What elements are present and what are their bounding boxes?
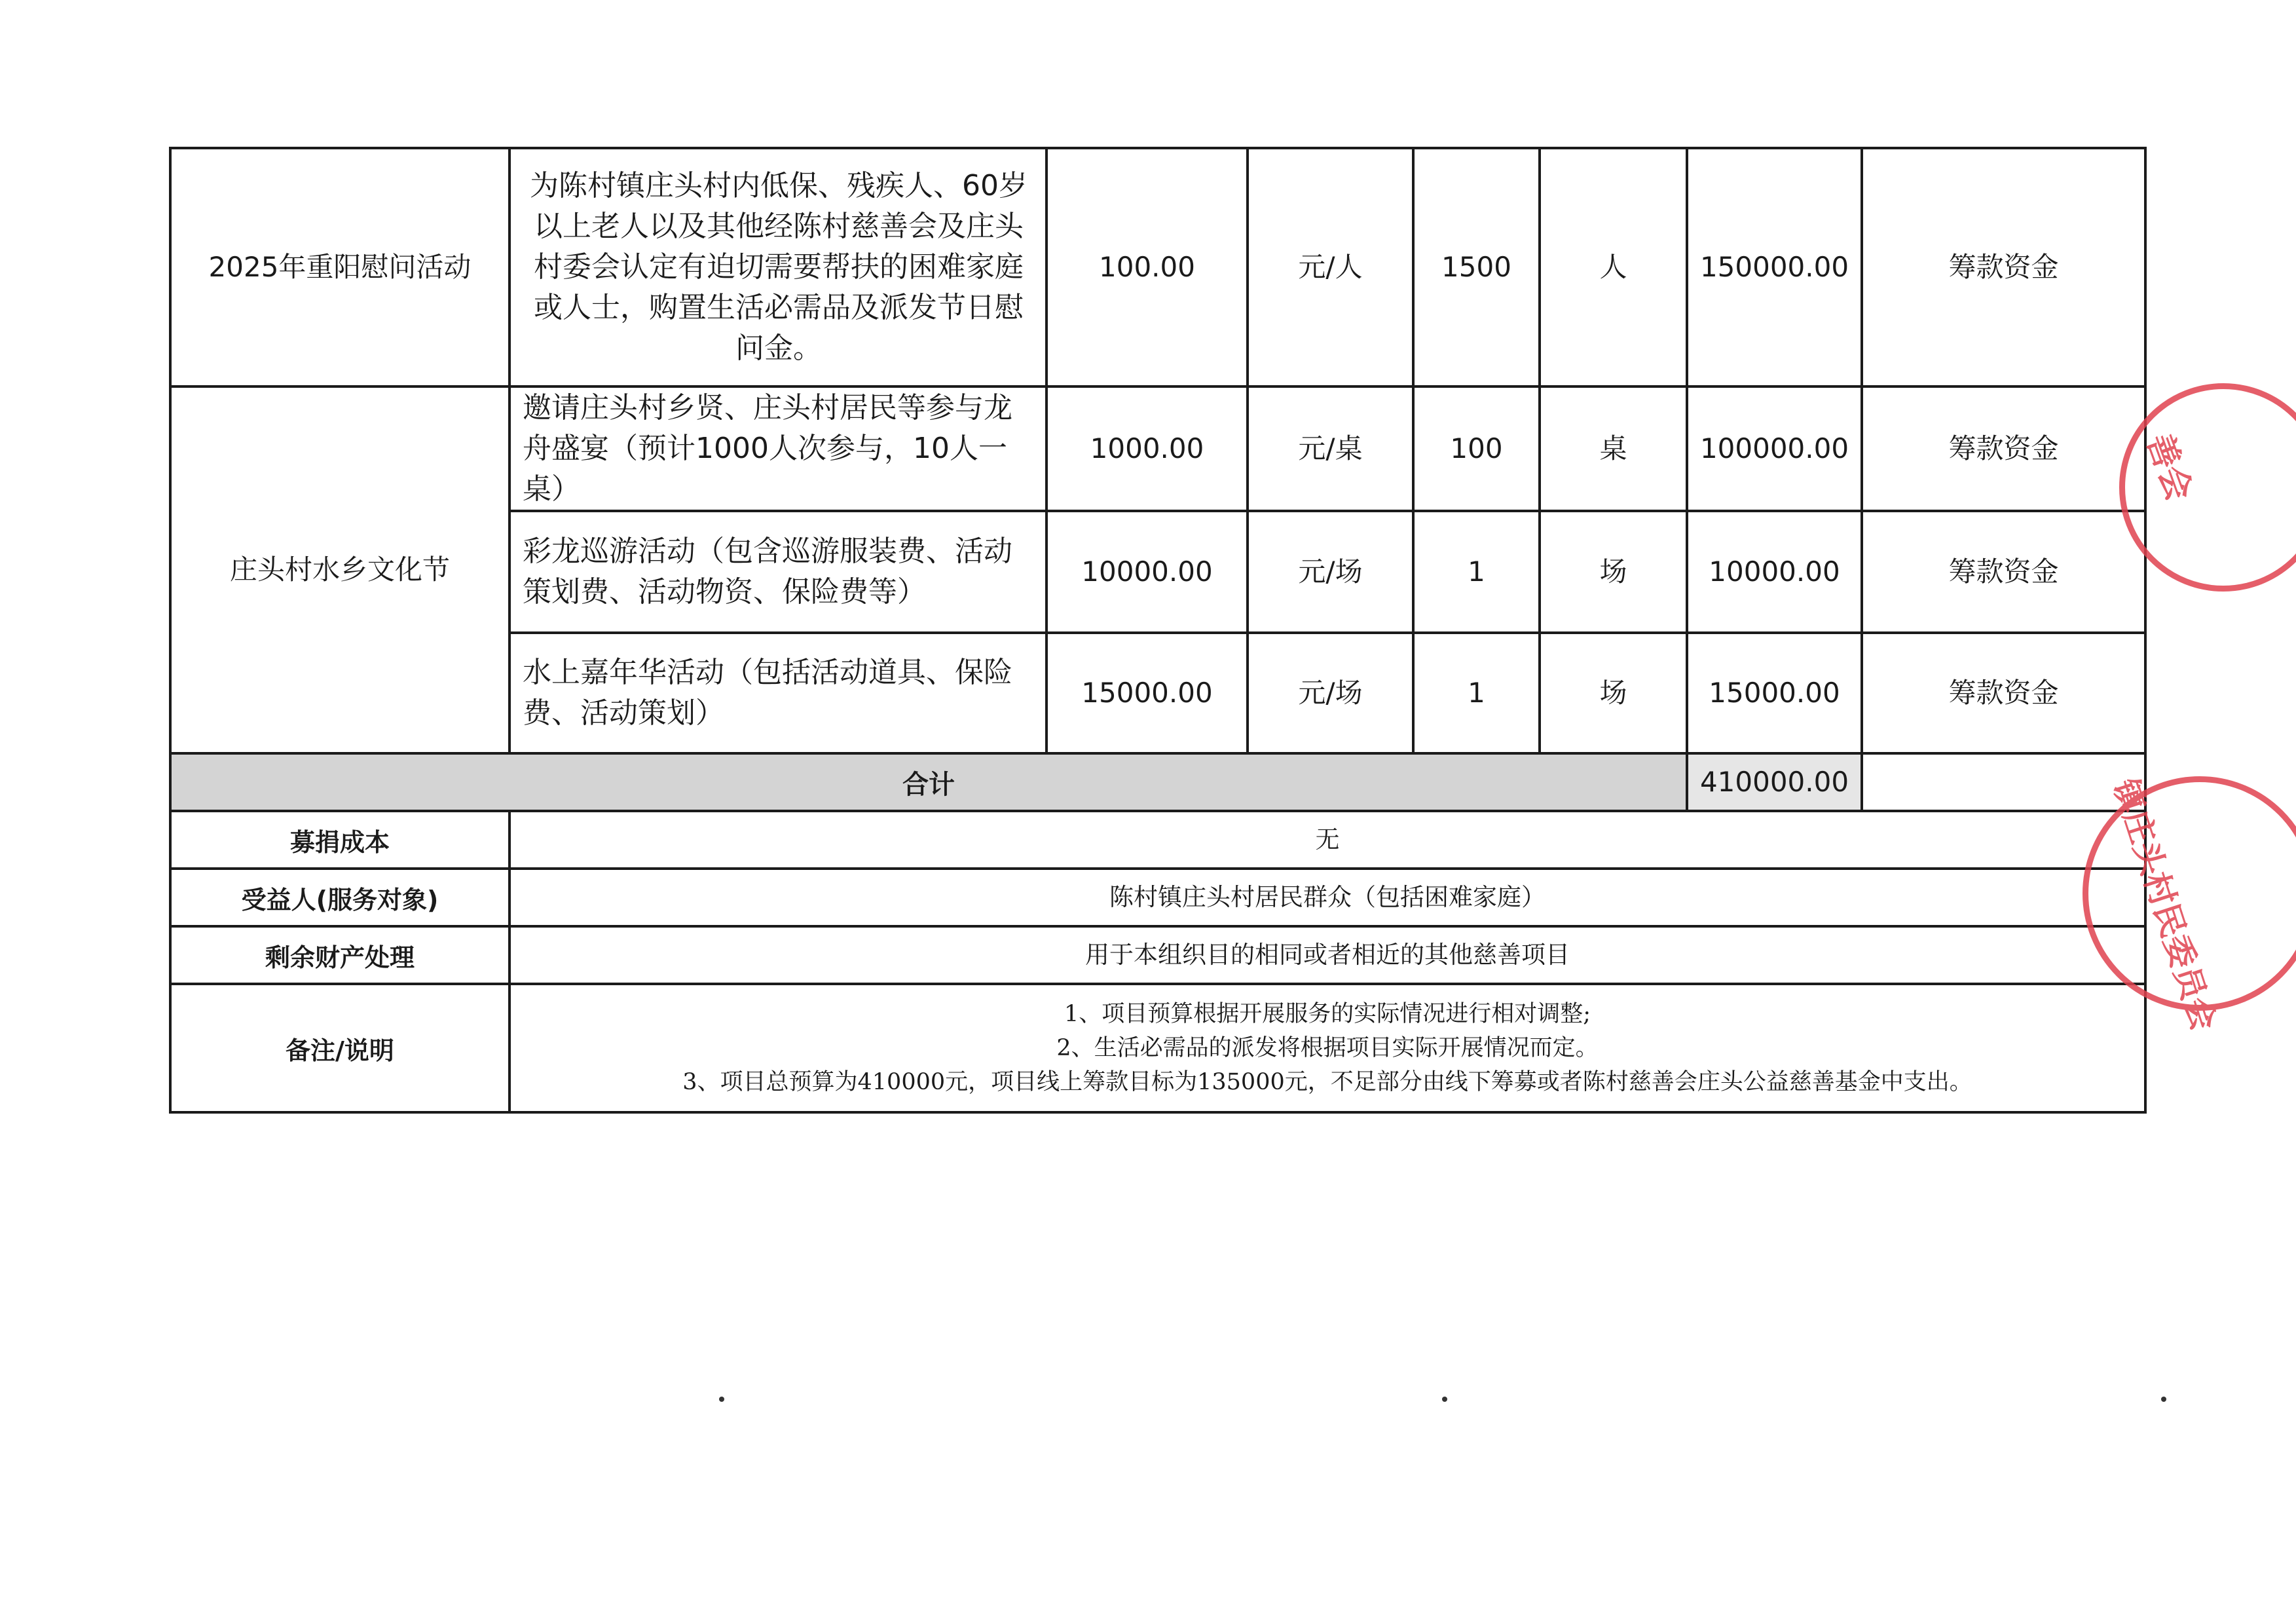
fund-source: 筹款资金 — [1862, 148, 2145, 386]
note-line: 2、生活必需品的派发将根据项目实际开展情况而定。 — [1056, 1035, 1599, 1061]
amount: 10000.00 — [1687, 511, 1862, 633]
quantity-unit: 场 — [1540, 633, 1687, 753]
seal-text: 镇庄头村民委员会 — [2105, 774, 2224, 1036]
unit-price: 1000.00 — [1046, 386, 1248, 511]
activity-description: 邀请庄头村乡贤、庄头村居民等参与龙舟盛宴（预计1000人次参与，10人一桌） — [509, 386, 1046, 511]
info-label: 募捐成本 — [170, 811, 509, 869]
table-row — [170, 148, 2145, 386]
quantity: 1 — [1413, 511, 1540, 633]
activity-description: 水上嘉年华活动（包括活动道具、保险费、活动策划） — [509, 633, 1046, 753]
price-unit: 元/场 — [1248, 511, 1413, 633]
scan-speck — [719, 1397, 724, 1402]
activity-description: 彩龙巡游活动（包含巡游服装费、活动策划费、活动物资、保险费等） — [509, 511, 1046, 633]
info-label: 受益人(服务对象) — [170, 869, 509, 926]
unit-price: 15000.00 — [1046, 633, 1248, 753]
quantity-unit: 场 — [1540, 511, 1687, 633]
notes-label: 备注/说明 — [170, 984, 509, 1112]
quantity: 1500 — [1413, 148, 1540, 386]
note-line: 1、项目预算根据开展服务的实际情况进行相对调整; — [1064, 1001, 1591, 1027]
notes-row — [170, 984, 2145, 1112]
total-label: 合计 — [170, 753, 1687, 811]
scan-speck — [2161, 1397, 2166, 1402]
fund-source: 筹款资金 — [1862, 511, 2145, 633]
unit-price: 100.00 — [1046, 148, 1248, 386]
info-value: 陈村镇庄头村居民群众（包括困难家庭） — [509, 869, 2145, 926]
price-unit: 元/桌 — [1248, 386, 1413, 511]
amount: 100000.00 — [1687, 386, 1862, 511]
price-unit: 元/场 — [1248, 633, 1413, 753]
unit-price: 10000.00 — [1046, 511, 1248, 633]
fund-source: 筹款资金 — [1862, 633, 2145, 753]
info-row — [170, 926, 2145, 984]
notes-content — [509, 984, 2145, 1112]
activity-description: 为陈村镇庄头村内低保、残疾人、60岁以上老人以及其他经陈村慈善会及庄头村委会认定有迫切需要帮扶的困难家庭或人士，购置生活必需品及派发节日慰问金。 — [509, 148, 1046, 386]
total-amount: 410000.00 — [1687, 753, 1862, 811]
table-row — [170, 386, 2145, 511]
fund-source: 筹款资金 — [1862, 386, 2145, 511]
budget-table — [169, 147, 2147, 1114]
total-empty-cell — [1862, 753, 2145, 811]
info-row — [170, 869, 2145, 926]
quantity-unit: 桌 — [1540, 386, 1687, 511]
quantity: 1 — [1413, 633, 1540, 753]
activity-name: 庄头村水乡文化节 — [170, 386, 509, 753]
total-row — [170, 753, 2145, 811]
info-row — [170, 811, 2145, 869]
quantity-unit: 人 — [1540, 148, 1687, 386]
note-line: 3、项目总预算为410000元，项目线上筹款目标为135000元，不足部分由线下筹募或者陈村慈善会庄头公益慈善基金中支出。 — [682, 1069, 1972, 1095]
info-label: 剩余财产处理 — [170, 926, 509, 984]
info-value: 用于本组织目的相同或者相近的其他慈善项目 — [509, 926, 2145, 984]
amount: 150000.00 — [1687, 148, 1862, 386]
price-unit: 元/人 — [1248, 148, 1413, 386]
quantity: 100 — [1413, 386, 1540, 511]
scan-speck — [1442, 1397, 1447, 1402]
info-value: 无 — [509, 811, 2145, 869]
amount: 15000.00 — [1687, 633, 1862, 753]
seal-text: 善会 — [2138, 428, 2200, 506]
activity-name: 2025年重阳慰问活动 — [170, 148, 509, 386]
